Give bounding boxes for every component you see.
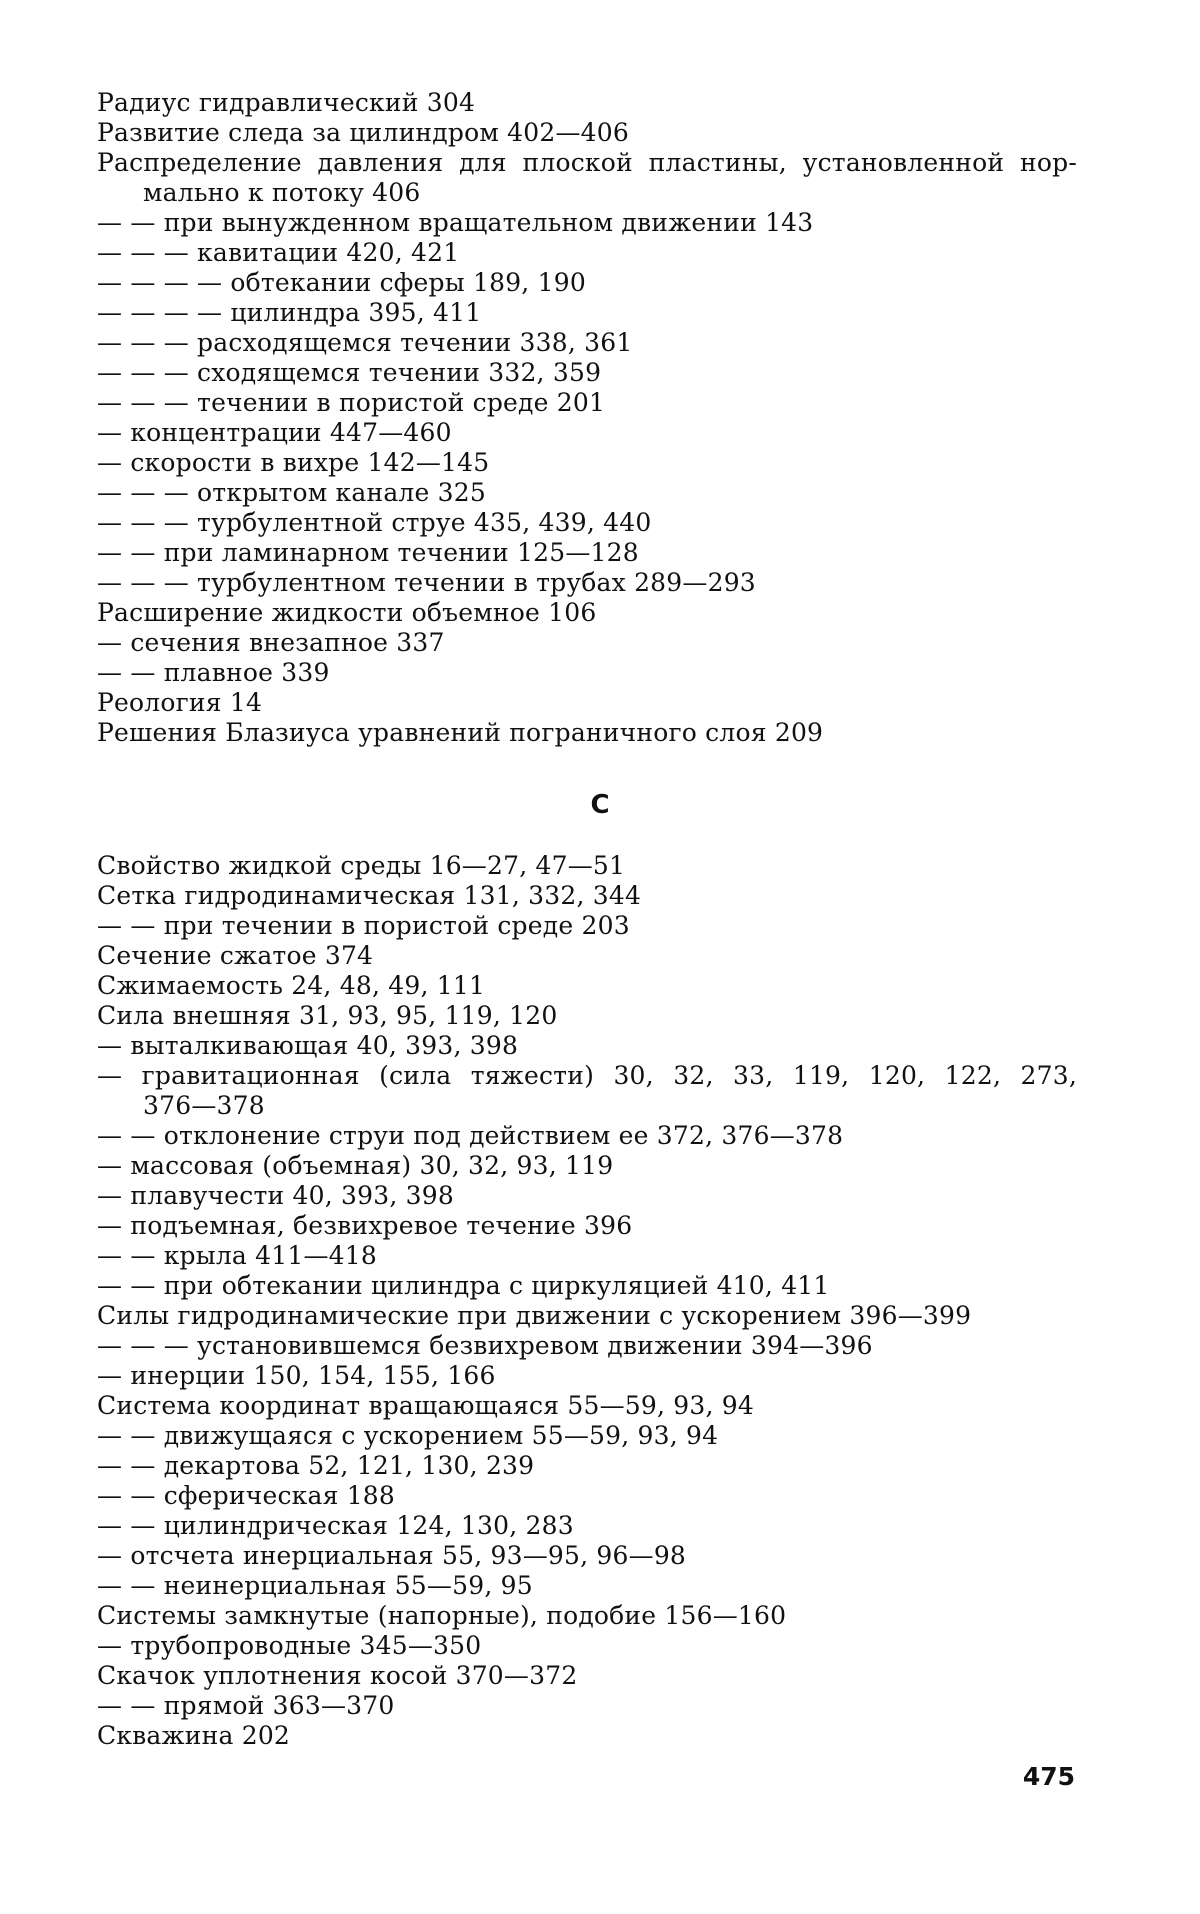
index-entry: — — крыла 411—418 [97, 1241, 377, 1270]
index-entry-continuation: 376—378 [143, 1091, 265, 1120]
index-entry: — — — сходящемся течении 332, 359 [97, 358, 602, 387]
index-entry: — инерции 150, 154, 155, 166 [97, 1361, 496, 1390]
index-entry: — — — расходящемся течении 338, 361 [97, 328, 633, 357]
index-entry: Расширение жидкости объемное 106 [97, 598, 597, 627]
index-entry: Сила внешняя 31, 93, 95, 119, 120 [97, 1001, 558, 1030]
index-entry: — — — установившемся безвихревом движении 394—396 [97, 1331, 873, 1360]
index-column-s [97, 851, 1077, 1751]
index-entry: Сечение сжатое 374 [97, 941, 374, 970]
index-entry: — — декартова 52, 121, 130, 239 [97, 1451, 535, 1480]
index-entry: — — — кавитации 420, 421 [97, 238, 460, 267]
index-entry: — — при течении в пористой среде 203 [97, 911, 630, 940]
index-entry: — сечения внезапное 337 [97, 628, 445, 657]
index-entry: Система координат вращающаяся 55—59, 93, 94 [97, 1391, 755, 1420]
index-entry: — — — открытом канале 325 [97, 478, 486, 507]
index-entry: — плавучести 40, 393, 398 [97, 1181, 454, 1210]
index-entry: — — при обтекании цилиндра с циркуляцией 410, 411 [97, 1271, 830, 1300]
index-entry: Реология 14 [97, 688, 263, 717]
index-entry: — — при ламинарном течении 125—128 [97, 538, 639, 567]
section-letter-heading: С [590, 790, 610, 820]
index-entry-continuation: мально к потоку 406 [143, 178, 421, 207]
index-entry: Развитие следа за цилиндром 402—406 [97, 118, 629, 147]
index-entry: Системы замкнутые (напорные), подобие 156—160 [97, 1601, 787, 1630]
index-entry: — концентрации 447—460 [97, 418, 452, 447]
index-entry: — — прямой 363—370 [97, 1691, 395, 1720]
index-entry: — — отклонение струи под действием ее 372, 376—378 [97, 1121, 844, 1150]
index-entry: — — — течении в пористой среде 201 [97, 388, 606, 417]
index-entry: — — сферическая 188 [97, 1481, 396, 1510]
index-entry: Скважина 202 [97, 1721, 291, 1750]
index-entry: — отсчета инерциальная 55, 93—95, 96—98 [97, 1541, 687, 1570]
index-entry: — — неинерциальная 55—59, 95 [97, 1571, 533, 1600]
index-entry: — трубопроводные 345—350 [97, 1631, 482, 1660]
index-entry: — — движущаяся с ускорением 55—59, 93, 94 [97, 1421, 719, 1450]
index-entry: Решения Блазиуса уравнений пограничного слоя 209 [97, 718, 824, 747]
index-entry: — выталкивающая 40, 393, 398 [97, 1031, 519, 1060]
index-entry: Сжимаемость 24, 48, 49, 111 [97, 971, 486, 1000]
index-entry: Сетка гидродинамическая 131, 332, 344 [97, 881, 642, 910]
index-entry: Силы гидродинамические при движении с ускорением 396—399 [97, 1301, 972, 1330]
index-entry: — — цилиндрическая 124, 130, 283 [97, 1511, 574, 1540]
index-entry: Свойство жидкой среды 16—27, 47—51 [97, 851, 626, 880]
index-entry: — — — турбулентной струе 435, 439, 440 [97, 508, 652, 537]
page-number: 475 [1022, 1762, 1075, 1791]
index-entry: — — плавное 339 [97, 658, 330, 687]
index-entry: — скорости в вихре 142—145 [97, 448, 490, 477]
index-entry: Скачок уплотнения косой 370—372 [97, 1661, 578, 1690]
index-entry: — гравитационная (сила тяжести) 30, 32, 33, 119, 120, 122, 273, [97, 1061, 1077, 1090]
index-entry: — массовая (объемная) 30, 32, 93, 119 [97, 1151, 614, 1180]
index-entry: Радиус гидравлический 304 [97, 88, 476, 117]
index-entry: — — — — цилиндра 395, 411 [97, 298, 482, 327]
index-entry: — — — — обтекании сферы 189, 190 [97, 268, 586, 297]
index-column-r [97, 88, 1077, 748]
index-entry: — — — турбулентном течении в трубах 289—293 [97, 568, 756, 597]
index-entry: — подъемная, безвихревое течение 396 [97, 1211, 633, 1240]
index-entry: — — при вынужденном вращательном движении 143 [97, 208, 814, 237]
index-entry: Распределение давления для плоской пластины, установленной нор- [97, 148, 1077, 177]
